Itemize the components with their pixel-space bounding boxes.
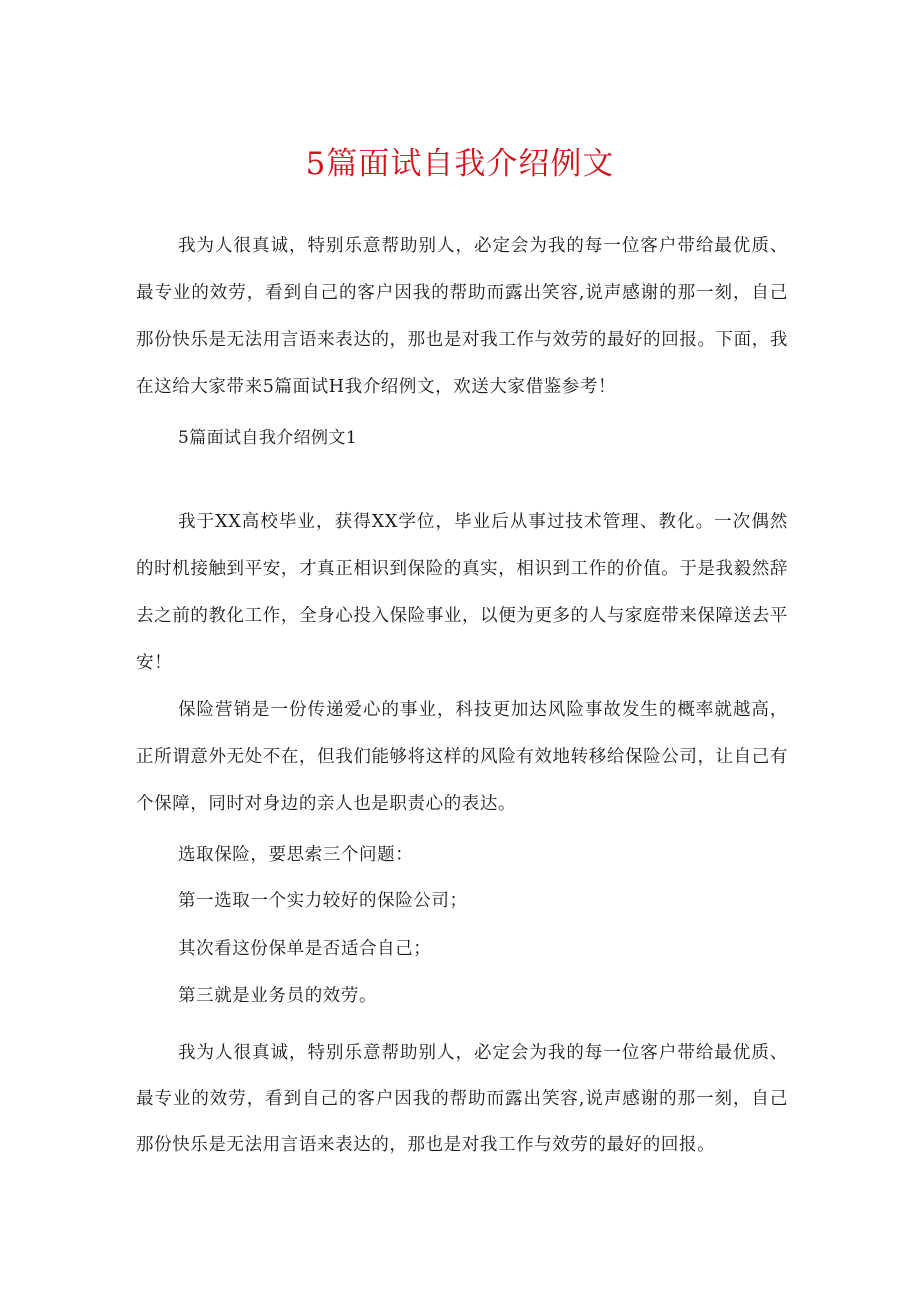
list-line-3: 其次看这份保单是否适合自己； — [178, 939, 432, 959]
list-line-1: 选取保险，要思索三个问题： — [178, 845, 414, 865]
body-paragraph-1: 我于XX高校毕业，获得XX学位，毕业后从事过技术管理、教化。一次偶然的时机接触到平安，才真正相识到保险的真实，相识到工作的价值。于是我毅然辞去之前的教化工作，全身心投入保险事业，以便为更多的人与家庭带来保障送去平安！ — [136, 512, 788, 673]
intro-paragraph: 我为人很真诚，特别乐意帮助别人，必定会为我的每一位客户带给最优质、最专业的效劳，看到自己的客户因我的帮助而露出笑容,说声感谢的那一刻，自己那份快乐是无法用言语来表达的，那也是对我工作与效劳的最好的回报。下面，我在这给大家带来5篇面试H我介绍例文，欢送大家借鉴参考！ — [136, 236, 788, 397]
section-heading: 5篇面试自我介绍例文1 — [178, 428, 358, 448]
body-paragraph-3: 我为人很真诚，特别乐意帮助别人，必定会为我的每一位客户带给最优质、最专业的效劳，看到自己的客户因我的帮助而露出笑容,说声感谢的那一刻，自己那份快乐是无法用言语来表达的，那也是对我工作与效劳的最好的回报。 — [136, 1043, 788, 1155]
list-line-2: 第一选取一个实力较好的保险公司； — [178, 891, 468, 911]
page-title: 5篇面试自我介绍例文 — [305, 146, 615, 182]
list-line-4: 第三就是业务员的效劳。 — [178, 986, 378, 1006]
body-paragraph-2: 保险营销是一份传递爱心的事业，科技更加达风险事故发生的概率就越高，正所谓意外无处不在，但我们能够将这样的风险有效地转移给保险公司，让自己有个保障，同时对身边的亲人也是职责心的表达。 — [136, 700, 788, 814]
